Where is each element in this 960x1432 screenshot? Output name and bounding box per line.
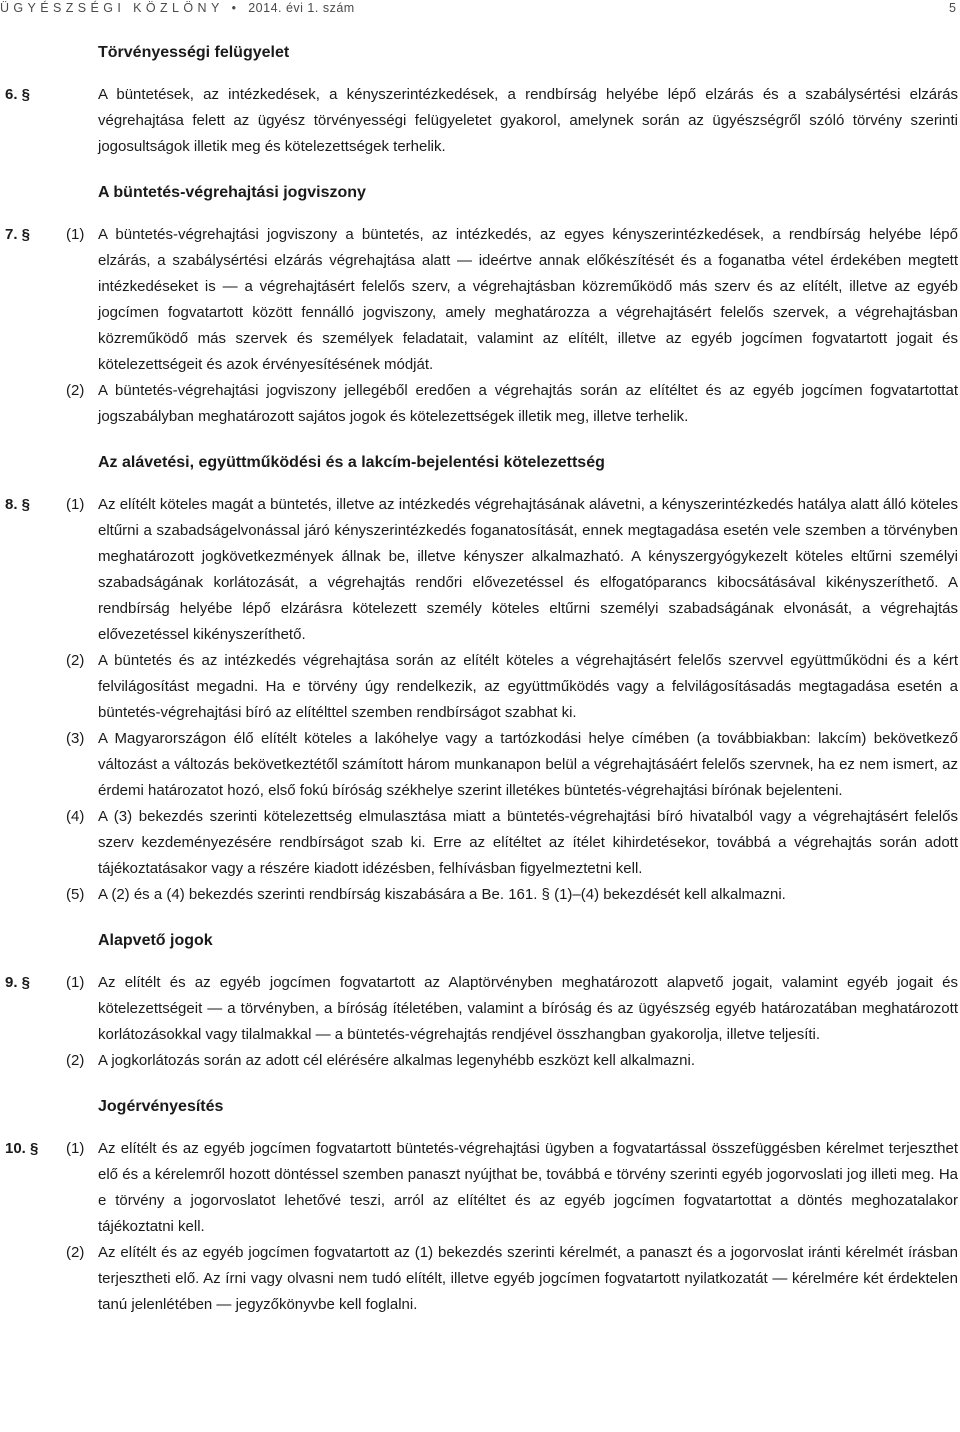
article-paragraph <box>0 882 958 908</box>
paragraph-text: Az elítélt köteles magát a büntetés, illetve az intézkedés végrehajtásának alávetni, a kényszerintézkedés hatálya alatt álló köteles eltűrni a szabadságelvonással járó kényszerintézkedés foganatosítását, ennek megtagadása esetén vele szemben a törvényben meghatározott jogkövetkezmények állnak be, illetve kényszer alkalmazható. A kényszergyógykezelt köteles eltűrni személyi szabadságának korlátozását, a végrehajtás rendőri elővezetéssel és elfogatóparancs kibocsátásával kikényszeríthető. A rendbírság helyébe lépő elzárásra kötelezett személy köteles eltűrni személyi szabadságának elvonását, a végrehajtás elővezetéssel kikényszeríthető. <box>98 496 958 643</box>
paragraph-marker: (1) <box>66 974 85 991</box>
paragraph-marker: (2) <box>66 382 85 399</box>
article-7 <box>0 222 958 430</box>
article-paragraph <box>0 726 958 804</box>
paragraph-text: A (2) és a (4) bekezdés szerinti rendbírság kiszabására a Be. 161. § (1)–(4) bekezdését kell alkalmazni. <box>98 886 786 903</box>
article-paragraph <box>0 804 958 882</box>
paragraph-text: A Magyarországon élő elítélt köteles a lakóhelye vagy a tartózkodási helye címében (a továbbiakban: lakcím) bekövetkező változást a változás bekövetkeztétől számított három munkanapon belül a végrehajtásáért felelős szervnek, ha ez nem ismert, az érdemi határozatot hozó, első fokú bíróság székhelye szerint illetékes büntetés-végrehajtási bírónak bejelenteni. <box>98 730 958 799</box>
section-title: Alapvető jogok <box>98 932 213 949</box>
article-number: 10. § <box>5 1140 39 1157</box>
article-9 <box>0 970 958 1074</box>
paragraph-marker: (2) <box>66 1052 85 1069</box>
article-paragraph <box>0 970 958 1048</box>
paragraph-text: A jogkorlátozás során az adott cél elérésére alkalmas legenyhébb eszközt kell alkalmazni. <box>98 1052 695 1069</box>
article-10 <box>0 1136 958 1318</box>
article-number: 8. § <box>5 496 31 513</box>
running-head: ÜGYÉSZSÉGI KÖZLÖNY • 2014. évi 1. szám <box>0 1 355 15</box>
article-8 <box>0 492 958 908</box>
article-paragraph <box>0 1048 958 1074</box>
paragraph-marker: (1) <box>66 496 85 513</box>
article-number: 6. § <box>5 86 31 103</box>
paragraph-text: A büntetések, az intézkedések, a kényszerintézkedések, a rendbírság helyébe lépő elzárás és a szabálysértési elzárás végrehajtása felett az ügyész törvényességi felügyeletet gyakorol, amelynek során az ügyészségről szóló törvény szerinti jogosultságok illetik meg és kötelezettségek terhelik. <box>98 86 958 155</box>
section-title: Jogérvényesítés <box>98 1098 224 1115</box>
paragraph-text: A büntetés és az intézkedés végrehajtása során az elítélt köteles a végrehajtásért felelős szervvel együttműködni és a kért felvilágosítást megadni. Ha e törvény úgy rendelkezik, az együttműködés vagy a felvilágosításadás megtagadása esetén a büntetés-végrehajtási bíró az elítélttel szemben rendbírságot szabhat ki. <box>98 652 958 721</box>
paragraph-text: Az elítélt és az egyéb jogcímen fogvatartott büntetés-végrehajtási ügyben a fogvatartással összefüggésben kérelmet terjeszthet elő és a kérelemről hozott döntéssel szemben panaszt nyújthat be, továbbá e törvény szerinti egyéb jogorvoslati jog illeti meg. Ha e törvény a jogorvoslatot lehetővé teszi, arról az elítéltet és az egyéb jogcímen fogvatartottat a döntés meghozatalakor tájékoztatni kell. <box>98 1140 958 1235</box>
document-body <box>0 40 958 1318</box>
article-paragraph <box>0 378 958 430</box>
article-number: 9. § <box>5 974 31 991</box>
paragraph-marker: (2) <box>66 652 85 669</box>
paragraph-marker: (4) <box>66 808 85 825</box>
article-paragraph <box>0 82 958 160</box>
paragraph-text: Az elítélt és az egyéb jogcímen fogvatartott az (1) bekezdés szerinti kérelmét, a panaszt és a jogorvoslat iránti kérelmét írásban terjesztheti elő. Az írni vagy olvasni nem tudó elítélt, illetve egyéb jogcímen fogvatartott nyilatkozatát — kérelmére két érdektelen tanú jelenlétében — jegyzőkönyvbe kell foglalni. <box>98 1244 958 1313</box>
paragraph-marker: (5) <box>66 886 85 903</box>
paragraph-text: A (3) bekezdés szerinti kötelezettség elmulasztása miatt a büntetés-végrehajtási bíró hivatalból vagy a végrehajtásért felelős szerv kezdeményezésére rendbírságot szab ki. Erre az elítéltet az ítélet kihirdetésekor, továbbá a végrehajtás során adott tájékoztatásakor vagy a részére kiadott idézésben, felhívásban figyelmeztetni kell. <box>98 808 958 877</box>
article-paragraph <box>0 648 958 726</box>
paragraph-marker: (1) <box>66 1140 85 1157</box>
page-number: 5 <box>949 1 956 15</box>
section-title: A büntetés-végrehajtási jogviszony <box>98 184 366 201</box>
paragraph-text: Az elítélt és az egyéb jogcímen fogvatartott az Alaptörvényben meghatározott alapvető jogait, valamint egyéb jogait és kötelezettségeit — a törvényben, a bíróság ítéletében, valamint a bíróság és az ügyészség egyéb határozatában meghatározott korlátozásokkal vagy tilalmakkal — a büntetés-végrehajtás rendjével összhangban gyakorolja, illetve teljesíti. <box>98 974 958 1043</box>
article-paragraph <box>0 492 958 648</box>
section-title: Törvényességi felügyelet <box>98 44 290 61</box>
article-paragraph <box>0 222 958 378</box>
paragraph-text: A büntetés-végrehajtási jogviszony a büntetés, az intézkedés, az egyes kényszerintézkedések, a rendbírság helyébe lépő elzárás, a szabálysértési elzárás végrehajtása alatt — ideértve annak előkészítését és a foganatba vétel érdekében megtett intézkedéseket is — a végrehajtásért felelős szerv, a végrehajtásban közreműködő más szerv és az elítélt, illetve az egyéb jogcímen fogvatartott között fennálló jogviszony, amely meghatározza a végrehajtásért felelős szervek, a végrehajtásban közreműködő más szervek és személyek feladatait, valamint az elítélt, illetve az egyéb jogcímen fogvatartott jogait és kötelezettségeit és azok érvényesítésének módját. <box>98 226 958 373</box>
article-paragraph <box>0 1240 958 1318</box>
article-number: 7. § <box>5 226 31 243</box>
paragraph-marker: (1) <box>66 226 85 243</box>
paragraph-marker: (2) <box>66 1244 85 1261</box>
page-header <box>0 0 960 18</box>
article-paragraph <box>0 1136 958 1240</box>
paragraph-text: A büntetés-végrehajtási jogviszony jellegéből eredően a végrehajtás során az elítéltet és az egyéb jogcímen fogvatartottat jogszabályban meghatározott sajátos jogok és kötelezettségek illetik meg, illetve terhelik. <box>98 382 958 425</box>
paragraph-marker: (3) <box>66 730 85 747</box>
article-6 <box>0 82 958 160</box>
section-title: Az alávetési, együttműködési és a lakcím-bejelentési kötelezettség <box>98 454 605 471</box>
